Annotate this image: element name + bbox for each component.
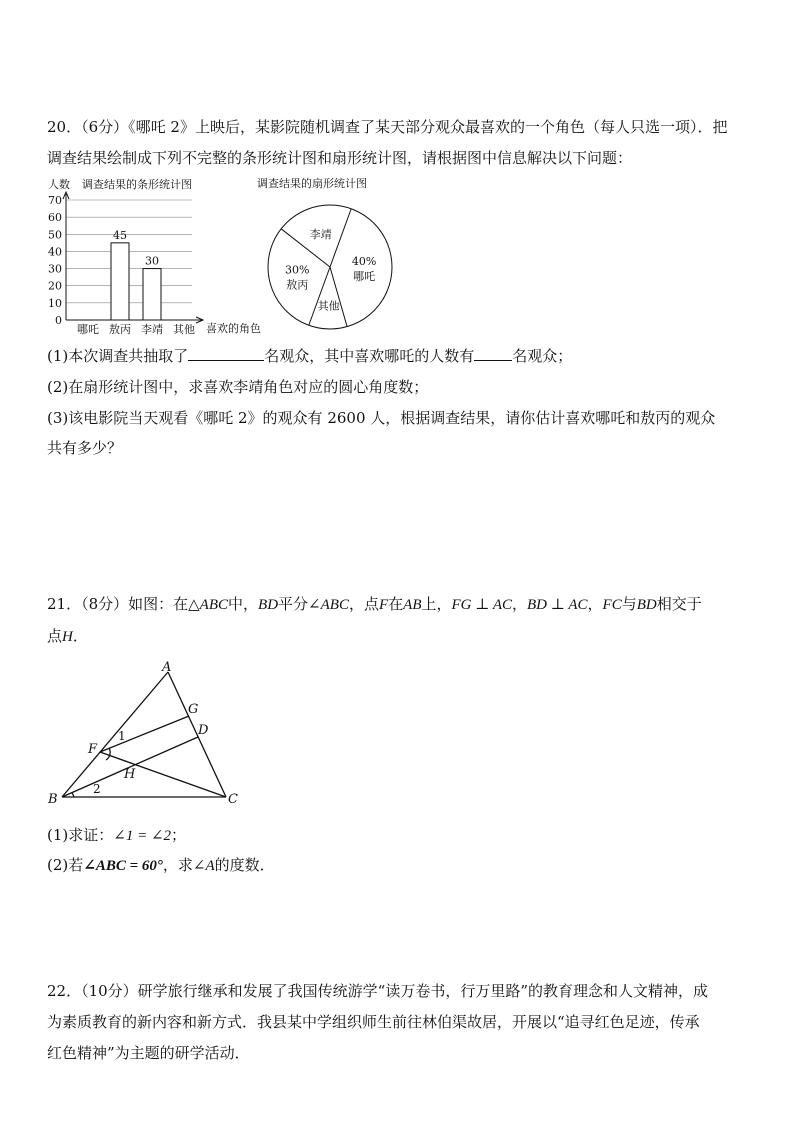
q21-sub2-math: ∠ABC = 60° [83,858,163,874]
q21-stem-line2 [47,626,88,647]
label-h: H [124,767,136,782]
label-a: A [162,660,172,675]
label-two: 2 [93,782,101,796]
q20-stem-line2: 调查结果绘制成下列不完整的条形统计图和扇形统计图，请根据图中信息解决以下问题： [47,149,633,167]
bar-data-label: 45 [113,228,127,242]
answer-blank-total[interactable] [188,346,264,361]
q21-segment-fc: FC [602,597,622,613]
q21-sub1-math: ∠1 = ∠2 [113,828,172,844]
bar-chart-xtick: 敖丙 [109,323,131,336]
bar-chart [40,170,280,340]
q21-text: 中， [228,595,259,613]
q21-stem-line1 [47,594,702,615]
q21-triangle-abc: △ABC [188,597,229,613]
q20-sub1-part-a: (1)本次调查共抽取了 [47,347,189,365]
q21-sub2 [47,855,275,876]
label-c: C [228,792,238,807]
label-g: G [188,702,199,717]
q20-sub3-line1: (3)该电影院当天观看《哪吒 2》的观众有 2600 人，根据调查结果，请你估计喜欢哪吒和敖丙的观众 [47,409,716,427]
q21-text: 点 [47,627,63,645]
bar-chart-ytick: 40 [48,245,62,259]
q21-sub2-suffix: 的度数． [214,856,275,874]
q20-sub3-line2: 共有多少？ [47,439,123,457]
bar-chart-xtick: 李靖 [141,323,163,336]
bar-chart-title: 调查结果的条形统计图 [82,178,192,191]
q21-fg-perp-ac: FG ⊥ AC [451,597,512,613]
pie-chart-title: 调查结果的扇形统计图 [257,177,367,190]
q20-sub1-part-b: 名观众，其中喜欢哪吒的人数有 [264,347,475,365]
q21-sub2-mid: ，求 [162,856,193,874]
q21-text: 与 [621,595,637,613]
pie-slice-label: 李靖 [309,228,332,242]
bar-chart-ytick: 50 [48,228,62,242]
q21-text: ， [587,595,603,613]
label-f: F [88,742,98,757]
q21-text: ，点 [348,595,379,613]
q21-segment-bd: BD [258,597,279,613]
bar-chart-ytick: 60 [48,211,62,225]
bar-chart-ytick: 10 [48,296,62,310]
q20-stem-line1: 20．（6分）《哪吒 2》上映后，某影院随机调查了某天部分观众最喜欢的一个角色（每人只选一项）．把 [47,118,728,136]
q21-segment-ab: AB [403,597,422,613]
bar-chart-ytick: 0 [55,314,62,327]
segment-ac [168,672,226,797]
bar-chart-xlabel: 喜欢的角色 [206,322,261,335]
pie-slice-percent: 30% [284,263,310,277]
pie-slice-label: 敖丙 [286,278,309,292]
q21-sub1-suffix: ； [171,826,187,844]
segment-fc [100,752,226,797]
q21-text: 在 [388,595,404,613]
q21-sub2-prefix: (2)若 [47,856,84,874]
pie-slice-label: 哪吒 [353,270,376,284]
q21-point-h: H [62,629,73,645]
bar-chart-ytick: 30 [48,262,62,276]
label-b: B [48,792,58,807]
q22-stem-line3: 红色精神”为主题的研学活动． [47,1044,250,1062]
q21-point-f: F [378,597,389,613]
q22-stem-line2: 为素质教育的新内容和新方式．我县某中学组织师生前往林伯渠故居，开展以“追寻红色足迹，传承 [47,1013,700,1031]
bar-2 [143,269,161,320]
bar-chart-ylabel: 人数 [48,178,70,191]
answer-blank-nezha[interactable] [474,346,512,361]
label-d: D [198,723,209,738]
bar-chart-xtick: 其他 [173,323,195,336]
segment-ab [62,672,168,797]
q22-stem-line1: 22．（10分）研学旅行继承和发展了我国传统游学“读万卷书，行万里路”的教育理念和人文精神，成 [47,982,709,1000]
q21-segment-bd: BD [636,597,657,613]
pie-slice-percent: 40% [351,255,377,269]
triangle-figure [40,655,260,815]
q21-sub1 [47,825,186,846]
q20-sub1-part-c: 名观众； [512,347,573,365]
bar-1 [111,243,129,320]
bar-chart-ytick: 70 [48,194,62,207]
pie-chart [250,170,410,330]
q21-sub2-math2: ∠A [192,858,215,874]
bar-chart-xtick: 哪吒 [77,323,99,336]
q20-sub2: (2)在扇形统计图中，求喜欢李靖角色对应的圆心角度数； [47,378,429,396]
bar-data-label: 30 [145,254,159,268]
label-one: 1 [118,729,126,743]
q21-text: 平分 [278,595,309,613]
q21-prefix: 21．（8分）如图：在 [47,595,189,613]
q21-text: ， [512,595,528,613]
bar-chart-ytick: 20 [48,279,62,293]
q21-text: ． [72,627,88,645]
q21-angle-abc: ∠ABC [308,597,349,613]
q20-sub1 [47,346,572,366]
q21-text: 上， [421,595,452,613]
q21-sub1-prefix: (1)求证： [47,826,114,844]
pie-slice-label: 其他 [317,299,340,313]
q21-bd-perp-ac: BD ⊥ AC [527,597,588,613]
q21-text: 相交于 [656,595,702,613]
